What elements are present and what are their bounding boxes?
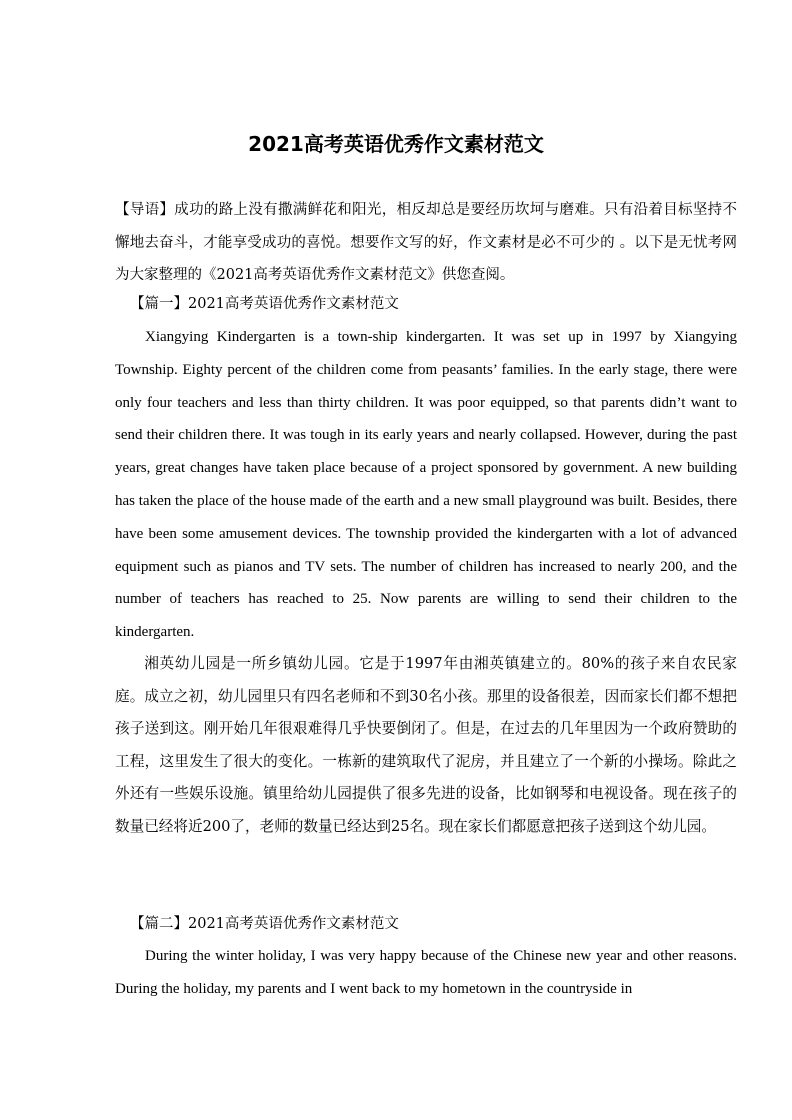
intro-paragraph: 【导语】成功的路上没有撒满鲜花和阳光，相反却总是要经历坎坷与磨难。只有沿着目标坚持不懈地去奋斗，才能享受成功的喜悦。想要作文写的好，作文素材是必不可少的 。以下是无忧考网为大家整理的《2021高考英语优秀作文素材范文》供您查阅。 (115, 202, 737, 284)
section-2-heading: 【篇二】2021高考英语优秀作文素材范文 (130, 916, 399, 932)
section-1-heading: 【篇一】2021高考英语优秀作文素材范文 (130, 296, 399, 312)
section-1-chinese-paragraph: 湘英幼儿园是一所乡镇幼儿园。它是于1997年由湘英镇建立的。80%的孩子来自农民家庭。成立之初，幼儿园里只有四名老师和不到30名小孩。那里的设备很差，因而家长们都不想把孩子送到这。刚开始几年很艰难得几乎快要倒闭了。但是，在过去的几年里因为一个政府赞助的工程，这里发生了很大的变化。一栋新的建筑取代了泥房，并且建立了一个新的小操场。除此之外还有一些娱乐设施。镇里给幼儿园提供了很多先进的设备，比如钢琴和电视设备。现在孩子的数量已经将近200了，老师的数量已经达到25名。现在家长们都愿意把孩子送到这个幼儿园。 (115, 655, 737, 835)
section-2-english-paragraph: During the winter holiday, I was very happy because of the Chinese new year and other reasons. During the holiday, my parents and I went back to my hometown in the countryside in (115, 948, 737, 997)
section-1-english-paragraph: Xiangying Kindergarten is a town-ship kindergarten. It was set up in 1997 by Xiangying Township. Eighty percent of the children come from peasants’ families. In the early stage, there were only four teachers and less than thirty children. It was poor equipped, so that parents didn’t want to send their children there. It was tough in its early years and nearly collapsed. However, during the past years, great changes have taken place because of a project sponsored by government. A new building has taken the place of the house made of the earth and a new small playground was built. Besides, there have been some amusement devices. The township provided the kindergarten with a lot of advanced equipment such as pianos and TV sets. The number of children has increased to nearly 200, and the number of teachers has reached to 25. Now parents are willing to send their children to the kindergarten. (115, 329, 737, 641)
document-title: 2021高考英语优秀作文素材范文 (248, 132, 544, 156)
